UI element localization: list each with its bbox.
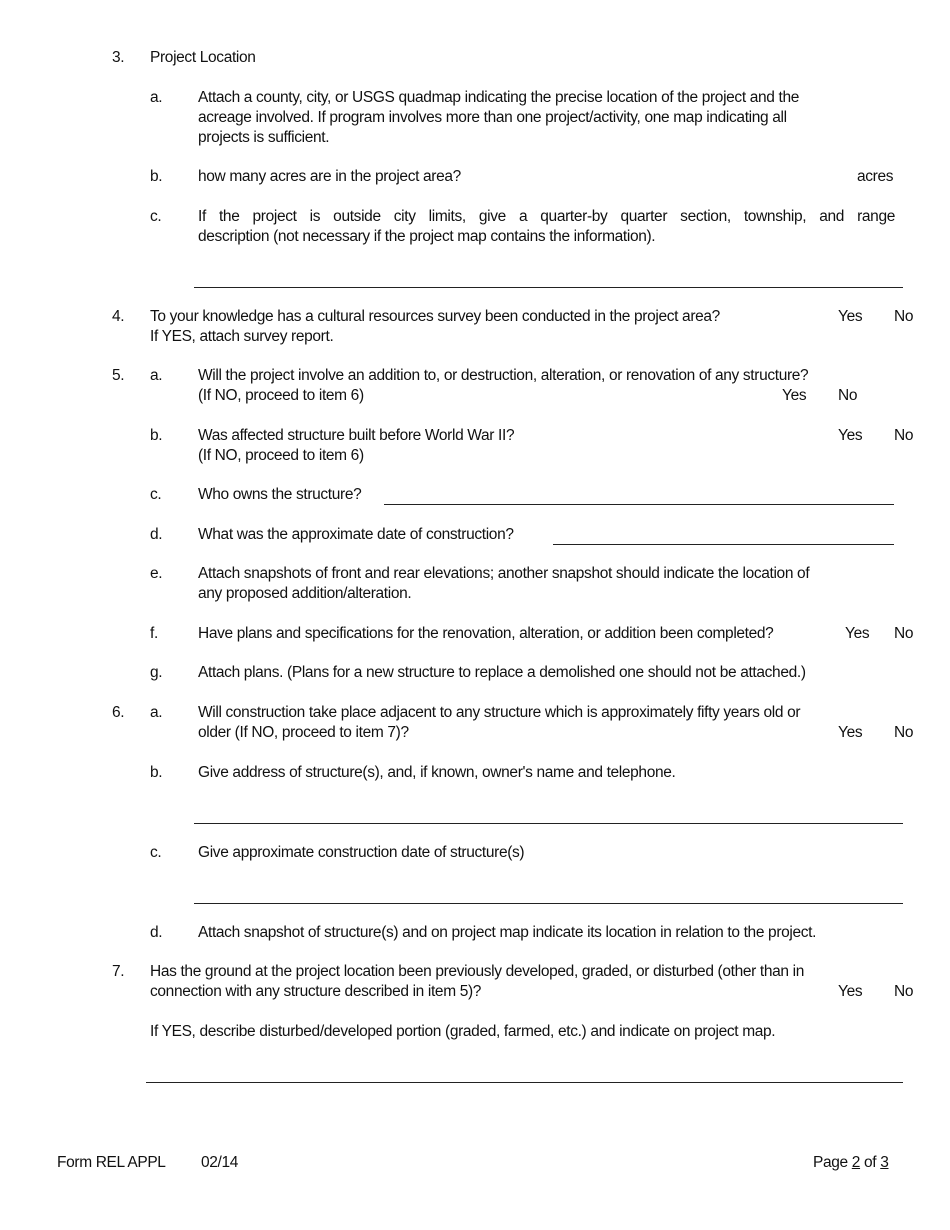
item-6a-instruction: older (If NO, proceed to item 7)? (198, 724, 409, 741)
item-7-question-cont: connection with any structure described in item 5)? (150, 983, 482, 1000)
item-4-yes-option[interactable]: Yes (838, 308, 863, 325)
item-5g-letter: g. (150, 664, 163, 681)
item-5b-yes-option[interactable]: Yes (838, 427, 863, 444)
disturbed-portion-answer-line[interactable] (146, 1082, 903, 1083)
footer-page-current: 2 (851, 1154, 861, 1171)
structure-date-answer-line[interactable] (194, 903, 903, 904)
item-6a-letter: a. (150, 704, 163, 721)
item-5a-yes-option[interactable]: Yes (782, 387, 807, 404)
item-5f-no-option[interactable]: No (894, 625, 914, 642)
item-4-no-option[interactable]: No (894, 308, 914, 325)
item-3c-line2: description (not necessary if the project map contains the information). (198, 228, 656, 245)
item-6d-letter: d. (150, 924, 163, 941)
acres-unit-label: acres (857, 168, 894, 185)
item-7-yes-option[interactable]: Yes (838, 983, 863, 1000)
item-5c-letter: c. (150, 486, 162, 503)
item-5f-question: Have plans and specifications for the renovation, alteration, or addition been completed? (198, 625, 774, 642)
item-5e-letter: e. (150, 565, 163, 582)
item-5a-instruction: (If NO, proceed to item 6) (198, 387, 364, 404)
footer-page-of: of (864, 1154, 877, 1171)
item-5b-instruction: (If NO, proceed to item 6) (198, 447, 364, 464)
item-3a-line3: projects is sufficient. (198, 129, 330, 146)
item-3-number: 3. (112, 49, 125, 66)
item-7-question: Has the ground at the project location been previously developed, graded, or disturbed (other than in (150, 963, 804, 980)
item-3b-letter: b. (150, 168, 163, 185)
item-5f-yes-option[interactable]: Yes (845, 625, 870, 642)
item-7-number: 7. (112, 963, 125, 980)
construction-date-answer-line[interactable] (553, 544, 894, 545)
item-6c-question: Give approximate construction date of structure(s) (198, 844, 525, 861)
item-5a-no-option[interactable]: No (838, 387, 858, 404)
item-6a-no-option[interactable]: No (894, 724, 914, 741)
item-5g-text: Attach plans. (Plans for a new structure to replace a demolished one should not be attached.) (198, 664, 806, 681)
item-5e-line2: any proposed addition/alteration. (198, 585, 412, 602)
item-5a-question: Will the project involve an addition to, or destruction, alteration, or renovation of any structure? (198, 367, 809, 384)
item-3b-question: how many acres are in the project area? (198, 168, 461, 185)
item-6b-question: Give address of structure(s), and, if known, owner's name and telephone. (198, 764, 676, 781)
item-5d-letter: d. (150, 526, 163, 543)
item-5b-letter: b. (150, 427, 163, 444)
footer-form-id: Form REL APPL (57, 1154, 166, 1171)
item-4-question: To your knowledge has a cultural resources survey been conducted in the project area? (150, 308, 720, 325)
item-7-instruction: If YES, describe disturbed/developed portion (graded, farmed, etc.) and indicate on project map. (150, 1023, 776, 1040)
footer-page-total: 3 (880, 1154, 889, 1171)
item-3a-line2: acreage involved. If program involves more than one project/activity, one map indicating all (198, 109, 787, 126)
structure-address-answer-line[interactable] (194, 823, 903, 824)
item-4-number: 4. (112, 308, 125, 325)
footer-page-label: Page (813, 1154, 848, 1171)
item-6a-yes-option[interactable]: Yes (838, 724, 863, 741)
item-5a-letter: a. (150, 367, 163, 384)
footer-form-date: 02/14 (201, 1154, 239, 1171)
item-3a-line1: Attach a county, city, or USGS quadmap indicating the precise location of the project and the (198, 89, 800, 106)
item-5f-letter: f. (150, 625, 158, 642)
item-6d-text: Attach snapshot of structure(s) and on project map indicate its location in relation to the project. (198, 924, 817, 941)
item-3c-answer-line[interactable] (194, 287, 903, 288)
item-6b-letter: b. (150, 764, 163, 781)
structure-owner-answer-line[interactable] (384, 504, 894, 505)
item-7-no-option[interactable]: No (894, 983, 914, 1000)
item-5-number: 5. (112, 367, 125, 384)
item-3c-line1: If the project is outside city limits, give a quarter-by quarter section, township, and range (198, 208, 895, 225)
item-5e-line1: Attach snapshots of front and rear elevations; another snapshot should indicate the location of (198, 565, 810, 582)
item-3-title: Project Location (150, 49, 256, 66)
item-3a-letter: a. (150, 89, 163, 106)
item-4-instruction: If YES, attach survey report. (150, 328, 334, 345)
footer-page-number (813, 1153, 889, 1173)
item-5c-question: Who owns the structure? (198, 486, 362, 503)
item-5d-question: What was the approximate date of construction? (198, 526, 514, 543)
item-5b-no-option[interactable]: No (894, 427, 914, 444)
item-6-number: 6. (112, 704, 125, 721)
item-3c-letter: c. (150, 208, 162, 225)
item-6c-letter: c. (150, 844, 162, 861)
item-6a-question: Will construction take place adjacent to any structure which is approximately fifty years old or (198, 704, 801, 721)
item-5b-question: Was affected structure built before World War II? (198, 427, 515, 444)
